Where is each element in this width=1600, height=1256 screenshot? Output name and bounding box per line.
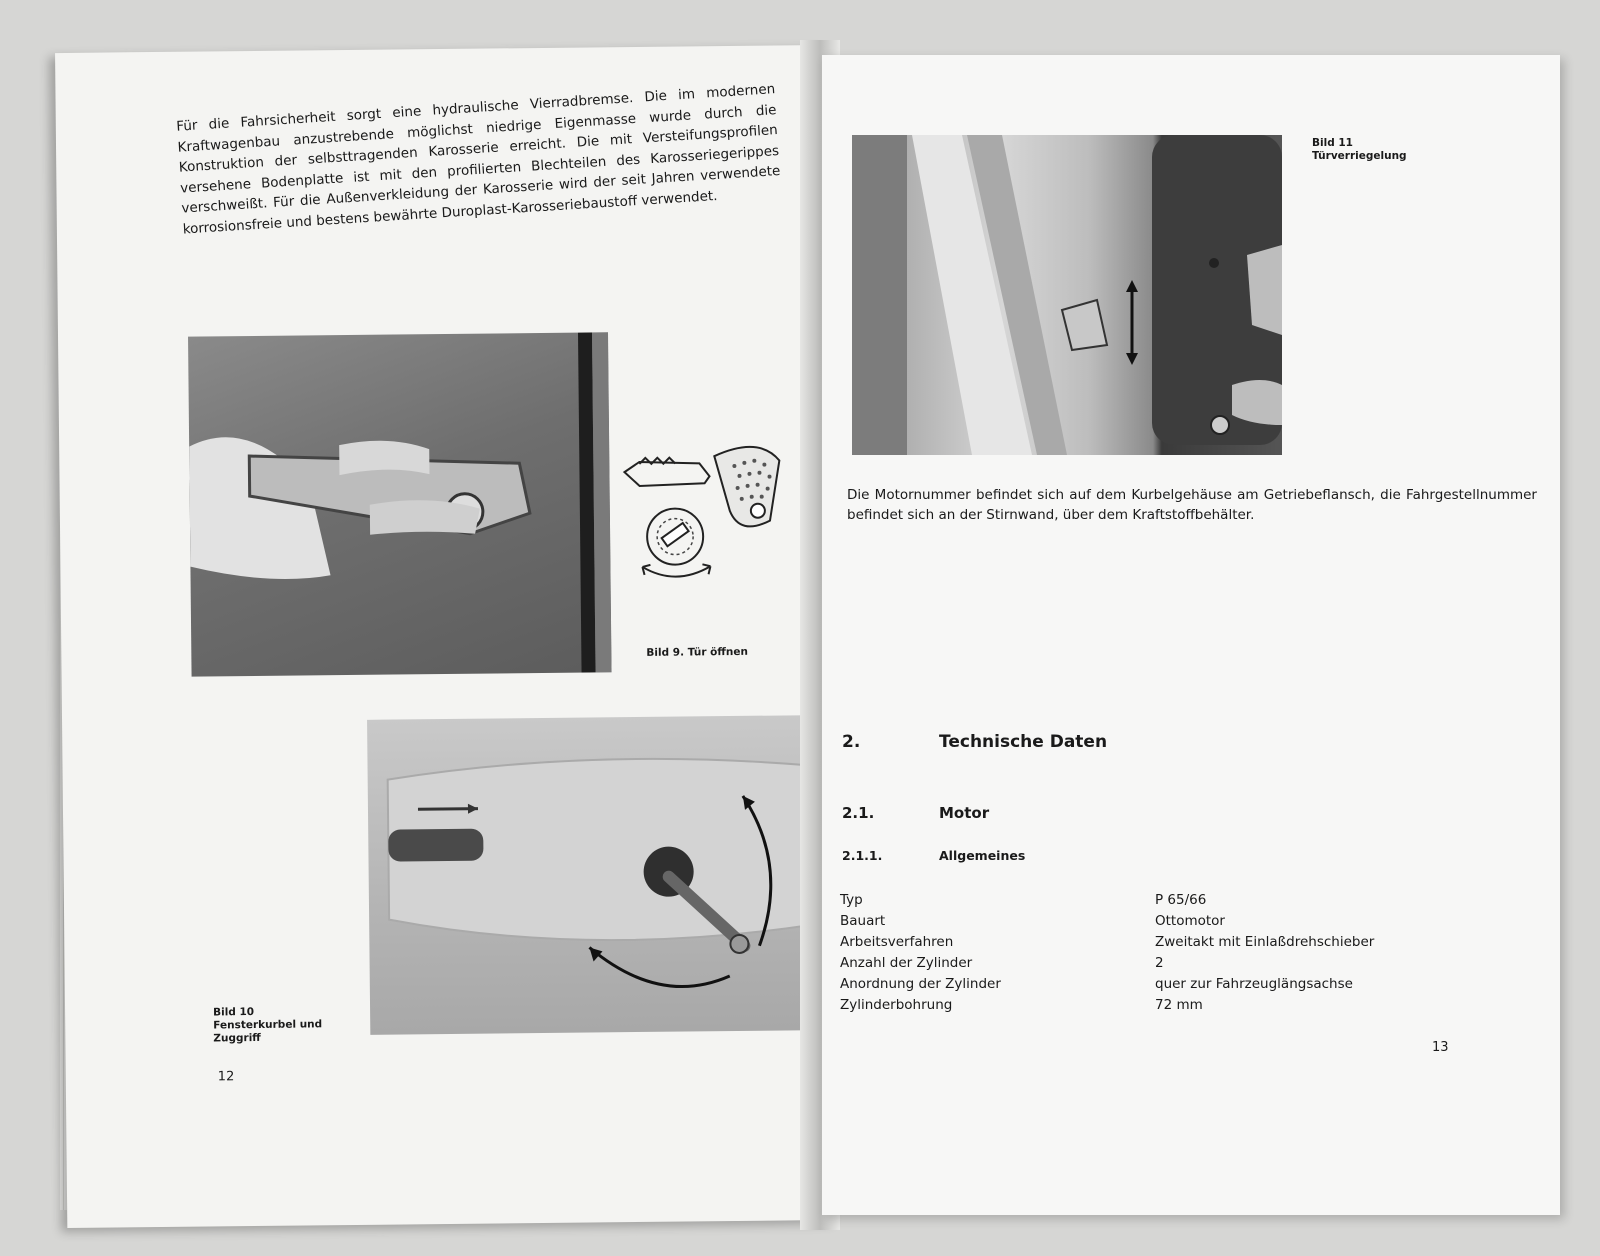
door-handle-photo — [188, 332, 612, 676]
page-number-right: 13 — [1432, 1040, 1449, 1055]
caption-bild10-line3: Zuggriff — [213, 1031, 261, 1045]
spec-row — [840, 953, 1400, 974]
caption-bild10-line2: Fensterkurbel und — [213, 1018, 323, 1032]
subsubsection-number: 2.1.1. — [842, 848, 883, 863]
intro-paragraph — [176, 79, 783, 239]
spec-value: P 65/66 — [1155, 892, 1207, 908]
caption-bild10 — [213, 1005, 322, 1045]
spec-row — [840, 995, 1400, 1016]
engine-number-paragraph: Die Motornummer befindet sich auf dem Kurbelgehäuse am Getriebeflansch, die Fahrgestellnummer befindet sich an der Stirnwand, über dem Kraftstoffbehälter. — [847, 487, 1537, 523]
spec-value: quer zur Fahrzeuglängsachse — [1155, 976, 1353, 992]
spec-row — [840, 890, 1400, 911]
spec-label: Anzahl der Zylinder — [840, 955, 973, 971]
spec-value: 72 mm — [1155, 997, 1203, 1013]
spec-value: Zweitakt mit Einlaßdrehschieber — [1155, 934, 1375, 950]
door-lock-photo — [852, 135, 1282, 455]
section-title: Technische Daten — [939, 732, 1108, 752]
key-lock-drawing — [619, 440, 791, 592]
spec-row — [840, 974, 1400, 995]
door-lock-illustration — [852, 135, 1282, 455]
door-handle-illustration — [188, 332, 612, 676]
caption-bild10-line1: Bild 10 — [213, 1006, 255, 1019]
intro-text: Für die Fahrsicherheit sorgt eine hydraulische Vierradbremse. Die im modernen Kraftwagenbau anzustrebende möglichst niedrige Eigenmasse wurde durch die Konstruktion der selbsttragenden Karosserie erreicht. Die mit Versteifungsprofilen versehene Bodenplatte ist mit den profilierten Blechteilen des Karosseriegerippes verschweißt. Für die Außenverkleidung der Karosserie wird der seit Jahren verwendete korrosionsfreie und bestens bewährte Duroplast-Karosseriebaustoff verwendet. — [175, 81, 781, 238]
caption-bild11 — [1312, 137, 1407, 163]
window-crank-photo — [367, 715, 810, 1035]
subsection-title: Motor — [939, 804, 990, 822]
spec-label: Anordnung der Zylinder — [840, 976, 1001, 992]
caption-bild11-line2: Türverriegelung — [1312, 150, 1407, 162]
spec-value: 2 — [1155, 955, 1164, 971]
spec-label: Bauart — [840, 913, 886, 929]
page-number-left: 12 — [217, 1069, 235, 1085]
spec-table — [840, 890, 1400, 1016]
subsubsection-title: Allgemeines — [939, 848, 1026, 863]
right-page — [822, 55, 1560, 1215]
left-page — [55, 45, 837, 1228]
window-crank-illustration — [367, 715, 810, 1035]
spec-label: Zylinderbohrung — [840, 997, 953, 1013]
section-number: 2. — [842, 732, 861, 752]
spec-value: Ottomotor — [1155, 913, 1225, 929]
spec-row — [840, 932, 1400, 953]
spec-label: Arbeitsverfahren — [840, 934, 954, 950]
caption-bild9: Bild 9. Tür öffnen — [646, 645, 749, 659]
spec-row — [840, 911, 1400, 932]
caption-bild11-line1: Bild 11 — [1312, 137, 1353, 149]
subsection-number: 2.1. — [842, 804, 875, 822]
spec-label: Typ — [840, 892, 863, 908]
